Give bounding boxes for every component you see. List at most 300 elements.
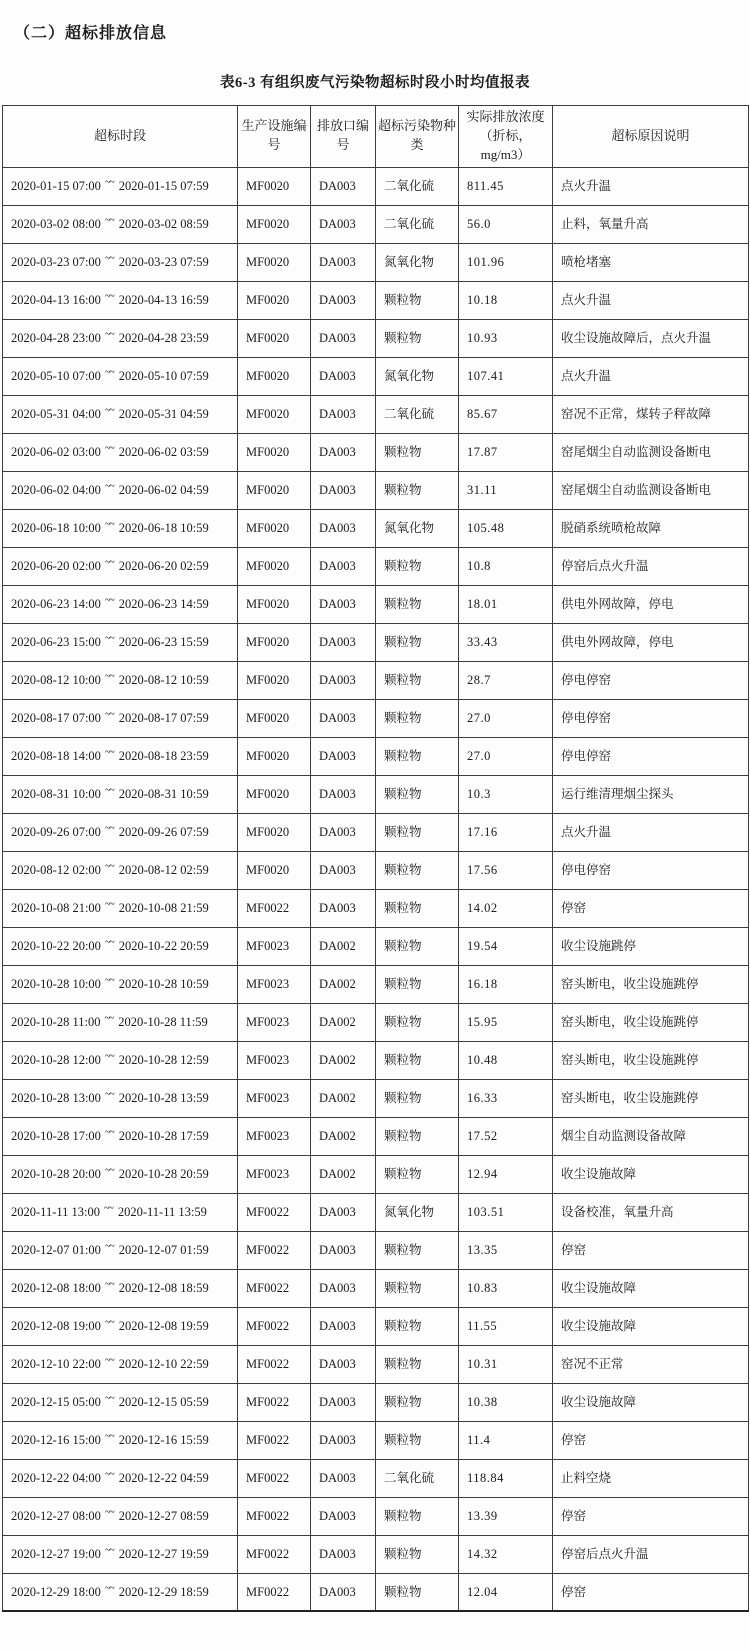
concentration-cell: 11.55: [459, 1307, 553, 1345]
table-row: [3, 395, 749, 433]
period-cell: [3, 1269, 238, 1307]
table-row: [3, 1117, 749, 1155]
pollutant-cell: 颗粒物: [376, 737, 459, 775]
pollutant-cell: 颗粒物: [376, 623, 459, 661]
table-row: [3, 813, 749, 851]
concentration-cell: 33.43: [459, 623, 553, 661]
concentration-cell: 27.0: [459, 699, 553, 737]
facility-id-cell: MF0022: [238, 1307, 311, 1345]
table-row: [3, 471, 749, 509]
period-separator: ~~: [104, 708, 114, 720]
pollutant-cell: 颗粒物: [376, 1003, 459, 1041]
concentration-cell: 17.56: [459, 851, 553, 889]
period-separator: ~~: [104, 1012, 114, 1024]
concentration-cell: 10.93: [459, 319, 553, 357]
table-row: [3, 1193, 749, 1231]
facility-id-cell: MF0023: [238, 1003, 311, 1041]
reason-cell: 窑尾烟尘自动监测设备断电: [553, 471, 749, 509]
outlet-id-cell: DA003: [311, 737, 376, 775]
table-row: [3, 851, 749, 889]
period-cell: [3, 1231, 238, 1269]
period-end-text: 2020-12-08 19:59: [118, 1318, 209, 1333]
period-cell: [3, 433, 238, 471]
reason-cell: 停窑: [553, 1573, 749, 1611]
outlet-id-cell: DA003: [311, 623, 376, 661]
table-header-row: [3, 106, 749, 168]
table-row: [3, 661, 749, 699]
outlet-id-cell: DA002: [311, 1079, 376, 1117]
period-start-text: 2020-06-23 14:00: [11, 596, 101, 611]
period-end-text: 2020-10-22 20:59: [118, 938, 209, 953]
period-end-text: 2020-10-28 17:59: [118, 1128, 209, 1143]
table-title: 表6-3 有组织废气污染物超标时段小时均值报表: [220, 75, 530, 91]
pollutant-cell: 颗粒物: [376, 1535, 459, 1573]
period-end-text: 2020-06-23 14:59: [118, 596, 209, 611]
outlet-id-cell: DA003: [311, 1345, 376, 1383]
period-start-text: 2020-10-22 20:00: [11, 938, 101, 953]
period-separator: ~~: [104, 898, 114, 910]
facility-id-cell: MF0020: [238, 395, 311, 433]
facility-id-cell: MF0022: [238, 1269, 311, 1307]
period-end-text: 2020-01-15 07:59: [118, 178, 209, 193]
period-cell: [3, 1383, 238, 1421]
pollutant-cell: 颗粒物: [376, 1231, 459, 1269]
period-end-text: 2020-10-28 12:59: [118, 1052, 209, 1067]
pollutant-cell: 颗粒物: [376, 1155, 459, 1193]
table-row: [3, 547, 749, 585]
period-cell: [3, 1307, 238, 1345]
outlet-id-cell: DA002: [311, 1117, 376, 1155]
table-row: [3, 1079, 749, 1117]
period-cell: [3, 623, 238, 661]
concentration-cell: 56.0: [459, 205, 553, 243]
concentration-cell: 101.96: [459, 243, 553, 281]
reason-cell: 供电外网故障，停电: [553, 623, 749, 661]
table-row: [3, 585, 749, 623]
period-start-text: 2020-05-10 07:00: [11, 368, 101, 383]
reason-cell: 窑头断电，收尘设施跳停: [553, 1041, 749, 1079]
outlet-id-cell: DA003: [311, 547, 376, 585]
table-row: [3, 699, 749, 737]
facility-id-cell: MF0020: [238, 243, 311, 281]
period-cell: [3, 1421, 238, 1459]
period-separator: ~~: [104, 1050, 114, 1062]
table-row: [3, 775, 749, 813]
period-cell: [3, 1193, 238, 1231]
period-separator: ~~: [104, 1544, 114, 1556]
period-cell: [3, 205, 238, 243]
concentration-cell: 10.31: [459, 1345, 553, 1383]
reason-cell: 收尘设施故障后，点火升温: [553, 319, 749, 357]
pollutant-cell: 颗粒物: [376, 1117, 459, 1155]
facility-id-cell: MF0022: [238, 1535, 311, 1573]
period-end-text: 2020-06-02 03:59: [118, 444, 209, 459]
pollutant-cell: 颗粒物: [376, 1345, 459, 1383]
table-row: [3, 965, 749, 1003]
reason-cell: 运行维清理烟尘探头: [553, 775, 749, 813]
concentration-cell: 17.87: [459, 433, 553, 471]
outlet-id-cell: DA003: [311, 471, 376, 509]
period-separator: ~~: [104, 366, 114, 378]
table-row: [3, 433, 749, 471]
concentration-cell: 17.16: [459, 813, 553, 851]
table-row: [3, 1573, 749, 1611]
pollutant-cell: 颗粒物: [376, 851, 459, 889]
facility-id-cell: MF0020: [238, 167, 311, 205]
pollutant-cell: 颗粒物: [376, 965, 459, 1003]
period-end-text: 2020-12-15 05:59: [118, 1394, 209, 1409]
pollutant-cell: 颗粒物: [376, 1307, 459, 1345]
outlet-id-cell: DA003: [311, 1231, 376, 1269]
period-separator: ~~: [104, 1316, 114, 1328]
period-cell: [3, 509, 238, 547]
period-end-text: 2020-12-27 19:59: [118, 1546, 209, 1561]
table-row: [3, 1003, 749, 1041]
pollutant-cell: 颗粒物: [376, 585, 459, 623]
table-row: [3, 1535, 749, 1573]
concentration-cell: 10.8: [459, 547, 553, 585]
reason-cell: 点火升温: [553, 281, 749, 319]
period-start-text: 2020-10-28 11:00: [11, 1014, 101, 1029]
period-start-text: 2020-12-08 19:00: [11, 1318, 101, 1333]
concentration-cell: 103.51: [459, 1193, 553, 1231]
period-separator: ~~: [104, 784, 114, 796]
pollutant-cell: 颗粒物: [376, 1269, 459, 1307]
period-end-text: 2020-12-16 15:59: [118, 1432, 209, 1447]
table-row: [3, 357, 749, 395]
period-cell: [3, 1345, 238, 1383]
outlet-id-cell: DA003: [311, 1269, 376, 1307]
pollutant-cell: 颗粒物: [376, 889, 459, 927]
pollutant-cell: 二氧化硫: [376, 395, 459, 433]
reason-cell: 收尘设施故障: [553, 1269, 749, 1307]
period-cell: [3, 1459, 238, 1497]
outlet-id-cell: DA002: [311, 965, 376, 1003]
period-start-text: 2020-04-28 23:00: [11, 330, 101, 345]
pollutant-cell: 颗粒物: [376, 471, 459, 509]
period-separator: ~~: [104, 252, 114, 264]
reason-cell: 停电停窑: [553, 699, 749, 737]
period-cell: [3, 1497, 238, 1535]
period-end-text: 2020-10-28 10:59: [118, 976, 209, 991]
period-separator: ~~: [104, 556, 114, 568]
period-cell: [3, 243, 238, 281]
period-end-text: 2020-06-23 15:59: [118, 634, 209, 649]
period-cell: [3, 547, 238, 585]
outlet-id-cell: DA003: [311, 1497, 376, 1535]
period-end-text: 2020-12-22 04:59: [118, 1470, 209, 1485]
period-end-text: 2020-06-20 02:59: [118, 558, 209, 573]
period-end-text: 2020-12-10 22:59: [118, 1356, 209, 1371]
facility-id-cell: MF0022: [238, 1193, 311, 1231]
concentration-cell: 14.02: [459, 889, 553, 927]
period-separator: ~~: [104, 480, 114, 492]
outlet-id-cell: DA003: [311, 1383, 376, 1421]
table-row: [3, 281, 749, 319]
facility-id-cell: MF0023: [238, 965, 311, 1003]
concentration-cell: 10.48: [459, 1041, 553, 1079]
pollutant-cell: 颗粒物: [376, 281, 459, 319]
period-cell: [3, 395, 238, 433]
period-end-text: 2020-11-11 13:59: [117, 1204, 207, 1219]
outlet-id-cell: DA003: [311, 1535, 376, 1573]
period-end-text: 2020-12-27 08:59: [118, 1508, 209, 1523]
table-row: [3, 1421, 749, 1459]
period-start-text: 2020-06-02 03:00: [11, 444, 101, 459]
pollutant-cell: 颗粒物: [376, 1079, 459, 1117]
period-start-text: 2020-12-22 04:00: [11, 1470, 101, 1485]
outlet-id-cell: DA003: [311, 509, 376, 547]
period-end-text: 2020-05-10 07:59: [118, 368, 209, 383]
pollutant-cell: 颗粒物: [376, 813, 459, 851]
period-start-text: 2020-08-12 02:00: [11, 862, 101, 877]
outlet-id-cell: DA003: [311, 813, 376, 851]
pollutant-cell: 颗粒物: [376, 1041, 459, 1079]
column-header-concentration: 实际排放浓度（折标，mg/m3）: [459, 106, 553, 168]
period-start-text: 2020-12-08 18:00: [11, 1280, 101, 1295]
facility-id-cell: MF0023: [238, 1117, 311, 1155]
period-end-text: 2020-03-02 08:59: [118, 216, 209, 231]
period-start-text: 2020-04-13 16:00: [11, 292, 101, 307]
outlet-id-cell: DA003: [311, 319, 376, 357]
period-end-text: 2020-12-07 01:59: [118, 1242, 209, 1257]
reason-cell: 窑头断电，收尘设施跳停: [553, 965, 749, 1003]
period-end-text: 2020-12-29 18:59: [118, 1584, 209, 1599]
period-separator: ~~: [104, 1582, 114, 1594]
period-start-text: 2020-10-08 21:00: [11, 900, 101, 915]
period-cell: [3, 585, 238, 623]
reason-cell: 停窑: [553, 889, 749, 927]
period-start-text: 2020-10-28 20:00: [11, 1166, 101, 1181]
table-row: [3, 1269, 749, 1307]
reason-cell: 收尘设施故障: [553, 1155, 749, 1193]
period-separator: ~~: [104, 822, 114, 834]
facility-id-cell: MF0022: [238, 1459, 311, 1497]
period-end-text: 2020-06-02 04:59: [118, 482, 209, 497]
period-start-text: 2020-06-18 10:00: [11, 520, 101, 535]
section-heading: （二）超标排放信息: [14, 25, 168, 42]
period-separator: ~~: [104, 442, 114, 454]
period-start-text: 2020-05-31 04:00: [11, 406, 101, 421]
period-cell: [3, 1079, 238, 1117]
table-row: [3, 509, 749, 547]
reason-cell: 停电停窑: [553, 661, 749, 699]
period-separator: ~~: [104, 860, 114, 872]
period-cell: [3, 281, 238, 319]
period-cell: [3, 775, 238, 813]
reason-cell: 窑头断电，收尘设施跳停: [553, 1003, 749, 1041]
reason-cell: 窑头断电，收尘设施跳停: [553, 1079, 749, 1117]
period-start-text: 2020-11-11 13:00: [11, 1204, 100, 1219]
column-header-pollutant: 超标污染物种类: [376, 106, 459, 168]
outlet-id-cell: DA003: [311, 585, 376, 623]
period-separator: ~~: [104, 1240, 114, 1252]
reason-cell: 点火升温: [553, 357, 749, 395]
period-end-text: 2020-05-31 04:59: [118, 406, 209, 421]
period-cell: [3, 471, 238, 509]
facility-id-cell: MF0023: [238, 1041, 311, 1079]
concentration-cell: 16.18: [459, 965, 553, 1003]
facility-id-cell: MF0020: [238, 699, 311, 737]
concentration-cell: 811.45: [459, 167, 553, 205]
column-header-reason: 超标原因说明: [553, 106, 749, 168]
table-row: [3, 167, 749, 205]
table-row: [3, 1383, 749, 1421]
period-end-text: 2020-03-23 07:59: [118, 254, 209, 269]
pollutant-cell: 颗粒物: [376, 1497, 459, 1535]
period-cell: [3, 319, 238, 357]
period-end-text: 2020-10-08 21:59: [118, 900, 209, 915]
period-separator: ~~: [104, 746, 114, 758]
concentration-cell: 118.84: [459, 1459, 553, 1497]
period-separator: ~~: [104, 1126, 114, 1138]
table-row: [3, 205, 749, 243]
period-start-text: 2020-01-15 07:00: [11, 178, 101, 193]
period-start-text: 2020-10-28 13:00: [11, 1090, 101, 1105]
period-start-text: 2020-12-07 01:00: [11, 1242, 101, 1257]
table-row: [3, 1307, 749, 1345]
concentration-cell: 85.67: [459, 395, 553, 433]
reason-cell: 窑尾烟尘自动监测设备断电: [553, 433, 749, 471]
outlet-id-cell: DA003: [311, 357, 376, 395]
reason-cell: 止料，氧量升高: [553, 205, 749, 243]
table-row: [3, 319, 749, 357]
facility-id-cell: MF0023: [238, 927, 311, 965]
column-header-period: 超标时段: [3, 106, 238, 168]
facility-id-cell: MF0020: [238, 775, 311, 813]
facility-id-cell: MF0020: [238, 281, 311, 319]
period-cell: [3, 813, 238, 851]
pollutant-cell: 二氧化硫: [376, 167, 459, 205]
reason-cell: 停电停窑: [553, 737, 749, 775]
facility-id-cell: MF0022: [238, 1231, 311, 1269]
column-header-outlet-id: 排放口编号: [311, 106, 376, 168]
period-cell: [3, 1155, 238, 1193]
pollutant-cell: 二氧化硫: [376, 1459, 459, 1497]
outlet-id-cell: DA003: [311, 1193, 376, 1231]
column-header-facility-id: 生产设施编号: [238, 106, 311, 168]
concentration-cell: 15.95: [459, 1003, 553, 1041]
outlet-id-cell: DA003: [311, 243, 376, 281]
period-cell: [3, 737, 238, 775]
period-separator: ~~: [104, 670, 114, 682]
facility-id-cell: MF0023: [238, 1079, 311, 1117]
exceedance-report-table: [2, 105, 749, 1612]
reason-cell: 供电外网故障，停电: [553, 585, 749, 623]
period-start-text: 2020-12-15 05:00: [11, 1394, 101, 1409]
outlet-id-cell: DA003: [311, 1573, 376, 1611]
facility-id-cell: MF0020: [238, 851, 311, 889]
table-row: [3, 1497, 749, 1535]
pollutant-cell: 氮氧化物: [376, 357, 459, 395]
period-start-text: 2020-06-20 02:00: [11, 558, 101, 573]
period-separator: ~~: [104, 1392, 114, 1404]
facility-id-cell: MF0022: [238, 1497, 311, 1535]
outlet-id-cell: DA002: [311, 1155, 376, 1193]
period-end-text: 2020-08-31 10:59: [118, 786, 209, 801]
period-separator: ~~: [104, 936, 114, 948]
reason-cell: 点火升温: [553, 167, 749, 205]
reason-cell: 脱硝系统喷枪故障: [553, 509, 749, 547]
outlet-id-cell: DA003: [311, 1459, 376, 1497]
period-separator: ~~: [104, 518, 114, 530]
period-end-text: 2020-08-12 02:59: [118, 862, 209, 877]
pollutant-cell: 颗粒物: [376, 433, 459, 471]
concentration-cell: 10.18: [459, 281, 553, 319]
period-separator: ~~: [104, 1088, 114, 1100]
table-body: [3, 167, 749, 1611]
reason-cell: 停窑: [553, 1421, 749, 1459]
outlet-id-cell: DA003: [311, 1421, 376, 1459]
pollutant-cell: 颗粒物: [376, 775, 459, 813]
facility-id-cell: MF0020: [238, 471, 311, 509]
pollutant-cell: 二氧化硫: [376, 205, 459, 243]
reason-cell: 停电停窑: [553, 851, 749, 889]
period-cell: [3, 699, 238, 737]
period-cell: [3, 1041, 238, 1079]
table-row: [3, 1231, 749, 1269]
period-start-text: 2020-10-28 10:00: [11, 976, 101, 991]
period-start-text: 2020-06-02 04:00: [11, 482, 101, 497]
period-start-text: 2020-08-18 14:00: [11, 748, 101, 763]
reason-cell: 停窑: [553, 1231, 749, 1269]
period-cell: [3, 1003, 238, 1041]
facility-id-cell: MF0020: [238, 205, 311, 243]
period-separator: ~~: [104, 176, 114, 188]
period-end-text: 2020-10-28 13:59: [118, 1090, 209, 1105]
period-separator: ~~: [104, 1202, 113, 1214]
period-end-text: 2020-08-18 23:59: [118, 748, 209, 763]
reason-cell: 设备校准，氧量升高: [553, 1193, 749, 1231]
facility-id-cell: MF0022: [238, 1383, 311, 1421]
concentration-cell: 19.54: [459, 927, 553, 965]
reason-cell: 停窑后点火升温: [553, 1535, 749, 1573]
period-start-text: 2020-09-26 07:00: [11, 824, 101, 839]
outlet-id-cell: DA003: [311, 851, 376, 889]
period-cell: [3, 1573, 238, 1611]
outlet-id-cell: DA002: [311, 927, 376, 965]
period-separator: ~~: [104, 290, 114, 302]
reason-cell: 喷枪堵塞: [553, 243, 749, 281]
concentration-cell: 10.83: [459, 1269, 553, 1307]
pollutant-cell: 颗粒物: [376, 319, 459, 357]
period-end-text: 2020-08-12 10:59: [118, 672, 209, 687]
concentration-cell: 12.94: [459, 1155, 553, 1193]
period-end-text: 2020-10-28 20:59: [118, 1166, 209, 1181]
facility-id-cell: MF0020: [238, 433, 311, 471]
concentration-cell: 10.38: [459, 1383, 553, 1421]
period-separator: ~~: [104, 1468, 114, 1480]
concentration-cell: 28.7: [459, 661, 553, 699]
outlet-id-cell: DA003: [311, 205, 376, 243]
outlet-id-cell: DA003: [311, 1307, 376, 1345]
period-cell: [3, 927, 238, 965]
period-separator: ~~: [104, 1430, 114, 1442]
period-separator: ~~: [104, 1506, 114, 1518]
pollutant-cell: 颗粒物: [376, 927, 459, 965]
pollutant-cell: 颗粒物: [376, 699, 459, 737]
concentration-cell: 107.41: [459, 357, 553, 395]
period-end-text: 2020-04-28 23:59: [118, 330, 209, 345]
period-start-text: 2020-03-02 08:00: [11, 216, 101, 231]
reason-cell: 止料空烧: [553, 1459, 749, 1497]
period-start-text: 2020-10-28 12:00: [11, 1052, 101, 1067]
table-row: [3, 927, 749, 965]
reason-cell: 收尘设施故障: [553, 1383, 749, 1421]
reason-cell: 窑况不正常，煤转子秤故障: [553, 395, 749, 433]
outlet-id-cell: DA003: [311, 281, 376, 319]
facility-id-cell: MF0020: [238, 319, 311, 357]
